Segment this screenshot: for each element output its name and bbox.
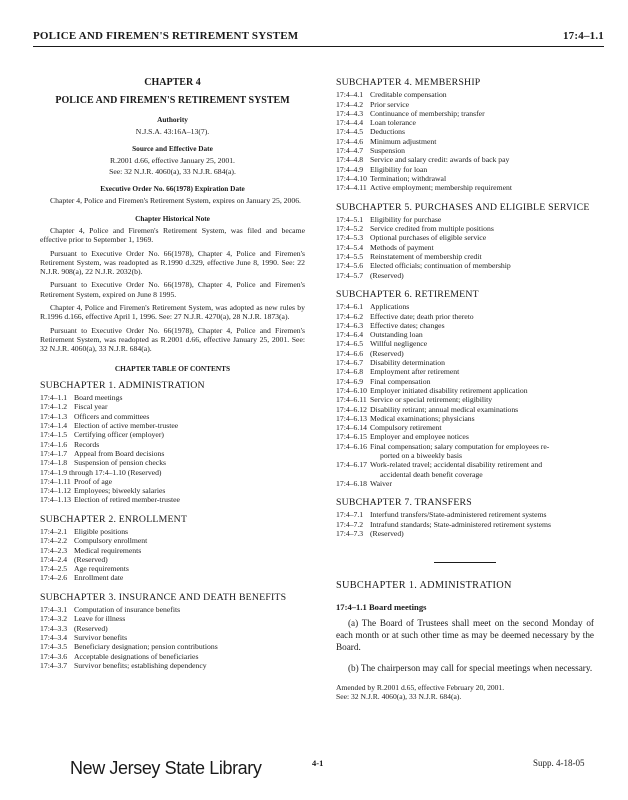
amendment-citation: See: 32 N.J.R. 4060(a), 33 N.J.R. 684(a). bbox=[336, 692, 462, 702]
toc-entry-title: (Reserved) bbox=[370, 348, 404, 358]
toc-entry bbox=[40, 458, 305, 467]
toc-entry-number: 17:4–7.3 bbox=[336, 529, 364, 539]
toc-entry-number: 17:4–4.3 bbox=[336, 108, 364, 118]
toc-entry-number: 17:4–4.5 bbox=[336, 127, 364, 137]
toc-entry-title: Deductions bbox=[370, 127, 406, 137]
toc-entry-number: 17:4–3.7 bbox=[40, 660, 68, 670]
toc-entry-title: Election of active member-trustee bbox=[74, 421, 179, 431]
chapter-title: POLICE AND FIREMEN'S RETIREMENT SYSTEM bbox=[55, 95, 290, 107]
toc-entry-number: 17:4–7.1 bbox=[336, 510, 364, 520]
toc-entry-title: Disability determination bbox=[370, 358, 445, 368]
toc-entry-title: Compulsory retirement bbox=[370, 423, 442, 433]
toc-entry bbox=[40, 402, 305, 411]
toc-entry-number: 17:4–6.2 bbox=[336, 311, 364, 321]
authority-heading: Authority bbox=[157, 114, 188, 124]
toc-entry-number: 17:4–3.2 bbox=[40, 614, 68, 624]
toc-entry-title: Willful negligence bbox=[370, 339, 428, 349]
toc-entry-number: 17:4–6.7 bbox=[336, 358, 364, 368]
toc-entry-title: Optional purchases of eligible service bbox=[370, 233, 487, 243]
toc-entry-number: 17:4–1.7 bbox=[40, 448, 68, 458]
toc-entry-title: Minimum adjustment bbox=[370, 136, 437, 146]
toc-entry-number: 17:4–4.8 bbox=[336, 155, 364, 165]
toc-entry bbox=[336, 90, 594, 99]
toc-entry bbox=[40, 412, 305, 421]
toc-entry bbox=[336, 137, 594, 146]
toc-entry-continuation: accidental death benefit coverage bbox=[380, 469, 483, 479]
toc-entry-number: 17:4–3.5 bbox=[40, 642, 68, 652]
toc-entry bbox=[336, 312, 594, 321]
amendment-note: Amended by R.2001 d.65, effective February 20, 2001. bbox=[336, 682, 505, 692]
toc-entry bbox=[40, 661, 305, 670]
toc-entry-number: 17:4–4.6 bbox=[336, 136, 364, 146]
toc-entry-title: Employer initiated disability retirement application bbox=[370, 385, 528, 395]
source-line: R.2001 d.66, effective January 25, 2001. bbox=[110, 156, 235, 166]
toc-entry-number: 17:4–1.5 bbox=[40, 430, 68, 440]
toc-entry bbox=[336, 330, 594, 339]
toc-entry-number: 17:4–4.11 bbox=[336, 183, 367, 193]
toc-entry-title: Medical requirements bbox=[74, 545, 142, 555]
toc-entry-title: Survivor benefits bbox=[74, 632, 128, 642]
subchapter-title: SUBCHAPTER 1. ADMINISTRATION bbox=[336, 580, 512, 592]
toc-entry-number: 17:4–6.16 bbox=[336, 441, 367, 451]
toc-entry-title: Enrollment date bbox=[74, 573, 124, 583]
toc-entry-number: 17:4–5.1 bbox=[336, 214, 364, 224]
toc-entry-title: 17:4–1.9 through 17:4–1.10 (Reserved) bbox=[40, 467, 162, 477]
expiration-heading: Executive Order No. 66(1978) Expiration Date bbox=[100, 184, 245, 194]
library-watermark: New Jersey State Library bbox=[70, 758, 262, 778]
toc-entry-title: Final compensation; salary computation for employees re- bbox=[370, 441, 550, 451]
toc-entry-title: Eligibility for purchase bbox=[370, 214, 442, 224]
toc-entry-number: 17:4–2.3 bbox=[40, 545, 68, 555]
historical-note-heading: Chapter Historical Note bbox=[135, 213, 210, 223]
toc-entry-title: Applications bbox=[370, 302, 410, 312]
chapter-number: CHAPTER 4 bbox=[144, 77, 201, 88]
toc-entry-title: Disability retirant; annual medical examinations bbox=[370, 404, 519, 414]
toc-entry-number: 17:4–6.14 bbox=[336, 423, 367, 433]
page-number: 4-1 bbox=[312, 758, 324, 768]
toc-entry-title: Acceptable designations of beneficiaries bbox=[74, 651, 199, 661]
toc-entry-number: 17:4–2.1 bbox=[40, 526, 68, 536]
toc-entry-title: Officers and committees bbox=[74, 411, 150, 421]
toc-entry-title: (Reserved) bbox=[370, 270, 404, 280]
toc-entry bbox=[40, 564, 305, 573]
toc-entry bbox=[40, 573, 305, 582]
toc-entry bbox=[40, 449, 305, 458]
toc-entry-title: (Reserved) bbox=[370, 529, 404, 539]
toc-entry-number: 17:4–4.7 bbox=[336, 146, 364, 156]
toc-entry bbox=[336, 183, 594, 192]
toc-entry-title: Service or special retirement; eligibility bbox=[370, 395, 493, 405]
toc-entry-number: 17:4–2.5 bbox=[40, 564, 68, 574]
historical-note-paragraph: Pursuant to Executive Order No. 66(1978), Chapter 4, Police and Firemen's Retirement System, was readopted as R.2001 d.66, effective January 25, 2001. See: 32 N.J.R. 4060(a), 33 N.J.R. 684(a). bbox=[40, 325, 305, 354]
toc-entry bbox=[336, 349, 594, 358]
toc-entry-title: Election of retired member-trustee bbox=[74, 495, 180, 505]
toc-entry-title: Records bbox=[74, 439, 100, 449]
toc-entry-number: 17:4–2.2 bbox=[40, 536, 68, 546]
toc-entry bbox=[40, 421, 305, 430]
toc-entry-title: Elected officials; continuation of membership bbox=[370, 261, 511, 271]
toc-entry bbox=[336, 302, 594, 311]
toc-entry-title: Eligibility for loan bbox=[370, 164, 428, 174]
section-divider bbox=[434, 562, 496, 563]
toc-entry bbox=[336, 155, 594, 164]
toc-entry-title: Continuance of membership; transfer bbox=[370, 108, 485, 118]
toc-entry-number: 17:4–3.3 bbox=[40, 623, 68, 633]
toc-entry-title: Creditable compensation bbox=[370, 90, 447, 100]
toc-entry-title: Employees; biweekly salaries bbox=[74, 486, 166, 496]
toc-entry bbox=[40, 430, 305, 439]
running-head bbox=[33, 30, 604, 47]
toc-left bbox=[40, 381, 305, 670]
toc-entry bbox=[336, 423, 594, 432]
toc-entry bbox=[40, 642, 305, 651]
toc-entry-title: Medical examinations; physicians bbox=[370, 413, 475, 423]
toc-entry-number: 17:4–6.12 bbox=[336, 404, 367, 414]
running-head-title: POLICE AND FIREMEN'S RETIREMENT SYSTEM bbox=[33, 30, 299, 42]
toc-entry-number: 17:4–6.3 bbox=[336, 320, 364, 330]
toc-entry bbox=[40, 495, 305, 504]
toc-entry-title: Leave for illness bbox=[74, 614, 126, 624]
toc-entry-title: Reinstatement of membership credit bbox=[370, 252, 482, 262]
toc-entry-title: Effective date; death prior thereto bbox=[370, 311, 474, 321]
toc-entry-number: 17:4–7.2 bbox=[336, 519, 364, 529]
toc-entry-number: 17:4–1.4 bbox=[40, 421, 68, 431]
toc-entry bbox=[40, 440, 305, 449]
toc-entry-title: Certifying officer (employer) bbox=[74, 430, 164, 440]
toc-entry-title: Interfund transfers/State-administered retirement systems bbox=[370, 510, 547, 520]
toc-entry-number: 17:4–6.6 bbox=[336, 348, 364, 358]
toc-subchapter-heading: SUBCHAPTER 2. ENROLLMENT bbox=[40, 513, 188, 525]
toc-entry-number: 17:4–5.3 bbox=[336, 233, 364, 243]
toc-entry bbox=[40, 605, 305, 614]
toc-entry-continuation: ported on a biweekly basis bbox=[380, 450, 462, 460]
toc-right bbox=[336, 78, 594, 538]
toc-entry-number: 17:4–1.3 bbox=[40, 411, 68, 421]
toc-entry-number: 17:4–2.6 bbox=[40, 573, 68, 583]
toc-entry-title: (Reserved) bbox=[74, 554, 108, 564]
toc-entry bbox=[336, 377, 594, 386]
toc-entry-title: Beneficiary designation; pension contributions bbox=[74, 642, 218, 652]
left-column bbox=[40, 78, 305, 670]
toc-entry bbox=[40, 536, 305, 545]
running-head-section: 17:4–1.1 bbox=[562, 30, 604, 42]
toc-entry bbox=[336, 109, 594, 118]
toc-entry-number: 17:4–1.8 bbox=[40, 458, 68, 468]
toc-entry-number: 17:4–1.13 bbox=[40, 495, 71, 505]
toc-entry bbox=[336, 520, 594, 529]
toc-entry-title: (Reserved) bbox=[74, 623, 108, 633]
historical-note-paragraph: Pursuant to Executive Order No. 66(1978), Chapter 4, Police and Firemen's Retirement System, expired on June 8 1995. bbox=[40, 280, 305, 299]
toc-entry-number: 17:4–4.2 bbox=[336, 99, 364, 109]
toc-entry-number: 17:4–5.6 bbox=[336, 261, 364, 271]
toc-entry-number: 17:4–6.18 bbox=[336, 478, 367, 488]
supplement-date: Supp. 4-18-05 bbox=[533, 758, 585, 768]
toc-entry bbox=[40, 555, 305, 564]
toc-entry bbox=[40, 633, 305, 642]
toc-entry bbox=[336, 386, 594, 395]
toc-entry-number: 17:4–3.4 bbox=[40, 632, 68, 642]
source-line: See: 32 N.J.R. 4060(a), 33 N.J.R. 684(a). bbox=[109, 166, 236, 176]
toc-entry bbox=[336, 510, 594, 519]
toc-entry-number: 17:4–6.13 bbox=[336, 413, 367, 423]
toc-entry-title: Eligible positions bbox=[74, 526, 129, 536]
toc-heading: CHAPTER TABLE OF CONTENTS bbox=[114, 363, 231, 373]
toc-entry-title: Suspension bbox=[370, 146, 406, 156]
toc-entry-number: 17:4–6.17 bbox=[336, 460, 367, 470]
toc-entry-number: 17:4–1.2 bbox=[40, 402, 68, 412]
section-heading: 17:4–1.1 Board meetings bbox=[336, 601, 427, 612]
toc-entry-number: 17:4–2.4 bbox=[40, 554, 68, 564]
toc-entry bbox=[336, 174, 594, 183]
toc-entry-title: Computation of insurance benefits bbox=[74, 605, 181, 615]
toc-entry-number: 17:4–5.2 bbox=[336, 224, 364, 234]
toc-entry bbox=[336, 321, 594, 330]
toc-entry-title: Proof of age bbox=[74, 476, 112, 486]
historical-note-paragraph: Pursuant to Executive Order No. 66(1978), Chapter 4, Police and Firemen's Retirement System, was readopted as R.1990 d.329, effective June 8, 1990. See: 22 N.J.R. 908(a), 22 N.J.R. 2032(b). bbox=[40, 248, 305, 277]
toc-entry-number: 17:4–3.6 bbox=[40, 651, 68, 661]
toc-entry bbox=[336, 479, 594, 488]
toc-entry-number: 17:4–1.12 bbox=[40, 486, 71, 496]
toc-entry-number: 17:4–4.10 bbox=[336, 173, 367, 183]
toc-entry bbox=[336, 252, 594, 261]
toc-entry-number: 17:4–5.7 bbox=[336, 270, 364, 280]
toc-entry-number: 17:4–6.9 bbox=[336, 376, 364, 386]
toc-subchapter-heading: SUBCHAPTER 7. TRANSFERS bbox=[336, 497, 472, 509]
toc-entry bbox=[336, 233, 594, 242]
toc-entry-number: 17:4–6.10 bbox=[336, 385, 367, 395]
toc-entry bbox=[40, 624, 305, 633]
toc-entry bbox=[336, 243, 594, 252]
toc-entry-number: 17:4–6.11 bbox=[336, 395, 367, 405]
toc-entry-title: Waiver bbox=[370, 478, 393, 488]
toc-entry bbox=[40, 652, 305, 661]
toc-entry bbox=[40, 477, 305, 486]
toc-entry-title: Outstanding loan bbox=[370, 330, 423, 340]
toc-entry bbox=[336, 395, 594, 404]
toc-entry-title: Intrafund standards; State-administered retirement systems bbox=[370, 519, 552, 529]
toc-subchapter-heading: SUBCHAPTER 1. ADMINISTRATION bbox=[40, 379, 205, 391]
toc-entry bbox=[336, 127, 594, 136]
expiration-text: Chapter 4, Police and Firemen's Retirement System, expires on January 25, 2006. bbox=[50, 196, 301, 206]
toc-entry bbox=[40, 614, 305, 623]
toc-entry bbox=[336, 118, 594, 127]
toc-entry-title: Compulsory enrollment bbox=[74, 536, 148, 546]
toc-entry-title: Active employment; membership requirement bbox=[370, 183, 512, 193]
toc-entry bbox=[40, 468, 305, 477]
toc-entry-title: Age requirements bbox=[74, 564, 129, 574]
toc-entry-title: Methods of payment bbox=[370, 242, 434, 252]
toc-entry bbox=[336, 367, 594, 376]
toc-entry-title: Loan tolerance bbox=[370, 118, 416, 128]
toc-subchapter-heading: SUBCHAPTER 5. PURCHASES AND ELIGIBLE SERVICE bbox=[336, 201, 590, 213]
toc-entry-title: Service and salary credit: awards of back pay bbox=[370, 155, 510, 165]
toc-subchapter-heading: SUBCHAPTER 6. RETIREMENT bbox=[336, 288, 479, 300]
toc-entry bbox=[336, 529, 594, 538]
toc-entry-number: 17:4–5.4 bbox=[336, 242, 364, 252]
right-column bbox=[336, 78, 594, 702]
toc-entry-title: Final compensation bbox=[370, 376, 431, 386]
toc-entry-title: Employment after retirement bbox=[370, 367, 460, 377]
toc-entry bbox=[40, 546, 305, 555]
toc-subchapter-heading: SUBCHAPTER 3. INSURANCE AND DEATH BENEFITS bbox=[40, 591, 287, 603]
toc-entry-number: 17:4–6.15 bbox=[336, 432, 367, 442]
toc-entry-number: 17:4–6.4 bbox=[336, 330, 364, 340]
toc-entry-title: Survivor benefits; establishing dependency bbox=[74, 660, 207, 670]
toc-entry-title: Board meetings bbox=[74, 393, 123, 403]
source-heading: Source and Effective Date bbox=[132, 144, 213, 154]
toc-entry-number: 17:4–4.1 bbox=[336, 90, 364, 100]
toc-entry-number: 17:4–1.1 bbox=[40, 393, 68, 403]
toc-entry-title: Suspension of pension checks bbox=[74, 458, 167, 468]
section-paragraph-a: (a) The Board of Trustees shall meet on the second Monday of each month or at such other time as may be deemed necessary by the Board. bbox=[336, 617, 594, 652]
toc-subchapter-heading: SUBCHAPTER 4. MEMBERSHIP bbox=[336, 77, 481, 88]
toc-entry-title: Fiscal year bbox=[74, 402, 108, 412]
toc-entry bbox=[336, 165, 594, 174]
toc-entry bbox=[336, 358, 594, 367]
toc-entry bbox=[336, 100, 594, 109]
toc-entry bbox=[336, 146, 594, 155]
toc-entry-number: 17:4–1.6 bbox=[40, 439, 68, 449]
toc-entry-title: Prior service bbox=[370, 99, 410, 109]
toc-entry bbox=[336, 442, 594, 451]
toc-entry-number: 17:4–3.1 bbox=[40, 605, 68, 615]
toc-entry bbox=[336, 414, 594, 423]
toc-entry-number: 17:4–4.4 bbox=[336, 118, 364, 128]
toc-entry bbox=[40, 486, 305, 495]
toc-entry-number: 17:4–4.9 bbox=[336, 164, 364, 174]
toc-entry bbox=[336, 224, 594, 233]
toc-entry bbox=[336, 460, 594, 469]
toc-entry-number: 17:4–6.1 bbox=[336, 302, 364, 312]
toc-entry-number: 17:4–1.11 bbox=[40, 476, 71, 486]
toc-entry-title: Employer and employee notices bbox=[370, 432, 469, 442]
section-paragraph-b: (b) The chairperson may call for special meetings when necessary. bbox=[348, 662, 593, 673]
toc-entry bbox=[336, 339, 594, 348]
toc-entry bbox=[40, 527, 305, 536]
toc-entry bbox=[336, 405, 594, 414]
toc-entry bbox=[40, 393, 305, 402]
toc-entry-title: Effective dates; changes bbox=[370, 320, 445, 330]
toc-entry-title: Appeal from Board decisions bbox=[74, 448, 165, 458]
toc-entry bbox=[336, 432, 594, 441]
historical-note-paragraph: Chapter 4, Police and Firemen's Retirement System, was adopted as new rules by R.1996 d.166, effective April 1, 1996. See: 27 N.J.R. 4270(a), 28 N.J.R. 1873(a). bbox=[40, 303, 305, 322]
authority-text: N.J.S.A. 43:16A–13(7). bbox=[135, 126, 210, 136]
toc-entry-number: 17:4–6.5 bbox=[336, 339, 364, 349]
toc-entry-title: Termination; withdrawal bbox=[370, 173, 447, 183]
toc-entry bbox=[336, 271, 594, 280]
toc-entry-number: 17:4–5.5 bbox=[336, 252, 364, 262]
toc-entry-title: Service credited from multiple positions bbox=[370, 224, 494, 234]
toc-entry bbox=[336, 261, 594, 270]
historical-note-paragraph: Chapter 4, Police and Firemen's Retirement System, was filed and became effective prior to September 1, 1969. bbox=[40, 225, 305, 245]
toc-entry-number: 17:4–6.8 bbox=[336, 367, 364, 377]
toc-entry-title: Work-related travel; accidental disability retirement and bbox=[370, 460, 543, 470]
toc-entry bbox=[336, 215, 594, 224]
